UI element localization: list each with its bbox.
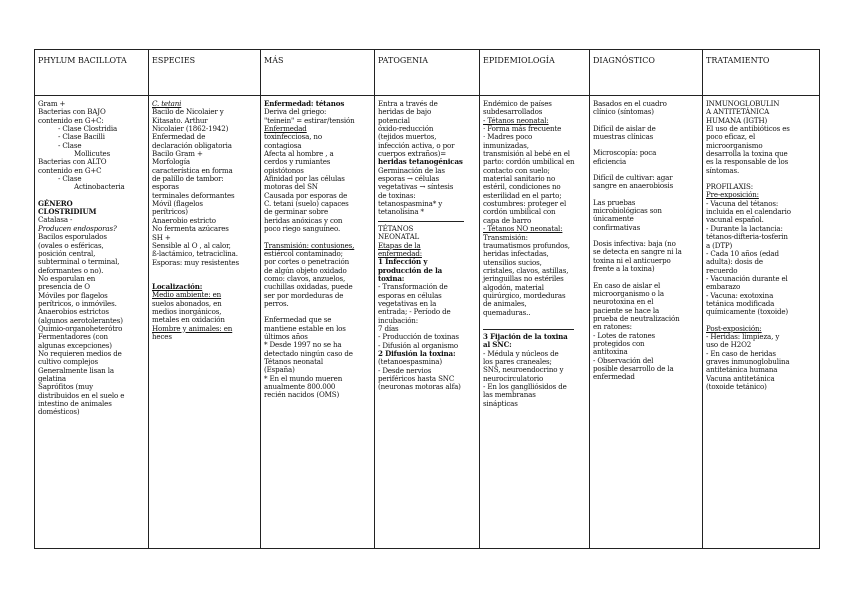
text-line: Las pruebas [593, 197, 636, 207]
text-line: (tejidos muertos, [378, 132, 437, 142]
text-line: Bacterias con ALTO [38, 157, 107, 167]
text-line: * En el mundo mueren [264, 373, 343, 383]
text-line: ser por mordeduras de [264, 290, 344, 300]
text-line: Medio ambiente: en [152, 290, 222, 300]
text-line: prueba de neutralización [593, 313, 680, 323]
text-line: incluida en el calendario [706, 207, 791, 217]
header-phylum: PHYLUM BACILLOTA [35, 50, 149, 96]
text-line: eficiencia [593, 156, 627, 166]
text-line: · Madres poco [483, 132, 533, 142]
text-line: Localización: [152, 281, 203, 291]
text-line: - Médula y núcleos de [483, 348, 559, 358]
text-line: estiércol contaminado; [264, 248, 343, 258]
text-line: cerdos y rumiantes [264, 157, 331, 167]
text-line: Transmisión: contusiones, [264, 240, 355, 250]
text-line: 1 Infección y [378, 257, 428, 267]
text-line: Endémico de países [483, 99, 552, 108]
text-line: únicamente [593, 214, 634, 224]
text-line [378, 221, 464, 222]
text-line: (tetanoespasmina) [378, 357, 442, 367]
text-line: suelos abonados, en [152, 298, 222, 308]
text-line: las membranas [483, 390, 536, 400]
text-line: antitetánica humana [706, 365, 778, 375]
text-line: Quimio-organoheterótro [38, 323, 123, 333]
text-line: - Clase [58, 174, 82, 184]
text-line: PROFILAXIS: [706, 182, 753, 192]
text-line: A ANTITETÁNICA [706, 107, 770, 117]
text-line: Mollicutes [74, 149, 111, 159]
text-line: traumatismos profundos, [483, 240, 570, 250]
text-line: Enfermedad [264, 124, 307, 134]
text-line: INMUNOGLOBULIN [706, 99, 780, 108]
text-line: detectado ningún caso de [264, 348, 353, 358]
text-line: Post-exposición: [706, 323, 762, 333]
text-line: No requieren medios de [38, 348, 122, 358]
text-line: cristales, clavos, astillas, [483, 265, 569, 275]
text-line: posible desarrollo de la [593, 363, 674, 373]
text-line: en ratones: [593, 322, 632, 332]
text-line: C. tetani [152, 99, 182, 108]
text-line: Etapas de la [378, 240, 421, 250]
text-line: No fermenta azúcares [152, 224, 229, 234]
text-line: perros. [264, 298, 289, 308]
content-row [35, 96, 820, 549]
text-line: heridas de bajo [378, 107, 432, 117]
text-line: sangre en anaerobiosis [593, 181, 674, 191]
text-line: · Forma más frecuente [483, 124, 562, 134]
text-line: GÉNERO [38, 198, 73, 208]
text-line: tetanolisina * [378, 207, 424, 217]
text-line: graves inmunoglobulina [706, 356, 790, 366]
text-line: contenido en G+C [38, 165, 102, 175]
text-line: microorganismo o la [593, 288, 664, 298]
text-line: Saprófitos (muy [38, 382, 94, 392]
text-line: contenido en G+C: [38, 115, 104, 125]
text-line: cuerpos extraños)= [378, 149, 446, 159]
text-line: - Vacuna del tétanos: [706, 198, 779, 208]
text-line: heces [152, 331, 172, 341]
text-line: incubación: [378, 315, 418, 325]
text-line [483, 317, 586, 325]
text-line: uso de H2O2 [706, 340, 752, 350]
text-line: anualmente 800.000 [264, 382, 336, 391]
text-line: "teinein" = estirar/tensión [264, 115, 355, 125]
text-line: - Clase [58, 140, 82, 150]
text-line: se detecta en sangre ni la [593, 247, 682, 257]
cell-mas [261, 96, 375, 549]
text-line: * Desde 1997 no se ha [264, 340, 342, 350]
text-line: TÉTANOS [378, 223, 414, 233]
text-line: - Heridas: limpieza, y [706, 331, 780, 341]
text-line: transmisión al bebé en el [483, 149, 570, 159]
text-line: - En los ganglliósidos de [483, 382, 567, 391]
text-line: estéril, condiciones no [483, 182, 561, 192]
text-line: - Durante la lactancia: [706, 223, 783, 233]
text-line: Sensible al O , al calor, [152, 240, 231, 250]
text-line: Basados en el cuadro [593, 99, 667, 108]
text-line: tetanospasmina* y [378, 199, 443, 209]
text-line: gelatina [38, 374, 66, 383]
text-line: Gram + [38, 99, 66, 108]
text-line: El uso de antibióticos es [706, 124, 790, 134]
text-line: producción de la [378, 265, 443, 275]
text-line: Afecta al hombre , a [264, 149, 334, 159]
text-line: quirúrgico, mordeduras [483, 290, 566, 300]
cell-tratamiento [703, 96, 820, 549]
text-line: Esporas: muy resistentes [152, 257, 239, 267]
text-line: Pre-exposición: [706, 190, 759, 200]
text-line: - Vacuna: exotoxina [706, 290, 774, 300]
text-line: subterminal o terminal, [38, 257, 120, 267]
text-line: - Cada 10 años (edad [706, 248, 779, 258]
text-line: entrada; - Período de [378, 307, 451, 317]
text-line: deformantes o no). [38, 265, 104, 275]
text-line: HUMANA (IGTH) [706, 115, 768, 125]
text-line: neurocirculatorio [483, 373, 544, 383]
text-line: Afinidad por las células [264, 174, 345, 184]
text-line: Difícil de cultivar: agar [593, 173, 673, 183]
text-line: como: clavos, anzuelos, [264, 273, 346, 283]
text-line: jeringuillas no estériles [483, 274, 564, 284]
text-line: embarazo [706, 282, 741, 292]
text-line: Móvil (flagelos [152, 199, 203, 209]
text-line: medios inorgánicos, [152, 306, 222, 316]
text-line: C. tetani (suelo) capaces [264, 199, 349, 209]
text-line: Deriva del griego: [264, 107, 327, 117]
text-line: (España) [264, 365, 295, 375]
text-line: - Tétanos neonatal: [483, 115, 549, 125]
text-line: frente a la toxina) [593, 264, 655, 274]
text-line: Nicolaier (1862-1942) [152, 124, 229, 134]
text-line: desarrolla la toxina que [706, 149, 788, 159]
text-line: posición central, [38, 248, 96, 258]
text-line: declaración obligatoria [152, 140, 232, 150]
text-line: es la responsable de los [706, 157, 789, 167]
header-mas: MÁS [261, 50, 375, 96]
text-line: muestras clínicas [593, 132, 654, 142]
text-line: característica en forma [152, 165, 233, 175]
text-line: - Transformación de [378, 282, 448, 292]
text-line: Difícil de aislar de [593, 123, 656, 133]
text-line: - Lotes de ratones [593, 330, 656, 340]
text-line: Bacilo Gram + [152, 149, 203, 159]
text-line: Morfología [152, 157, 190, 167]
text-line: Actinobacteria [74, 182, 125, 192]
text-line: (ovales o esféricas, [38, 240, 104, 250]
text-line: (algunos aerotolerantes) [38, 315, 123, 325]
text-line: No esporulan en [38, 273, 96, 283]
text-line: algunas excepciones) [38, 340, 112, 350]
text-line: vegetativas en la [378, 298, 437, 308]
text-line: sinápticas [483, 398, 518, 408]
text-line: potencial [378, 115, 410, 125]
text-line: - Vacunación durante el [706, 273, 788, 283]
text-line: terminales deformantes [152, 190, 235, 200]
text-line: subdesarrollados [483, 107, 543, 117]
text-line: toxina: [378, 273, 405, 283]
text-line: infección activa, o por [378, 140, 455, 150]
text-line: vacunal español. [706, 215, 764, 225]
text-line: intestino de animales [38, 399, 112, 409]
text-line: SNS, neuroendocrino y [483, 365, 564, 375]
text-line: Entra a través de [378, 99, 438, 108]
header-diagnostico: DIAGNÓSTICO [590, 50, 703, 96]
text-line: domésticos) [38, 407, 80, 417]
text-line: Catalasa - [38, 215, 73, 225]
text-line: SH + [152, 232, 171, 242]
microbiology-summary-table [34, 49, 820, 549]
text-line: presencia de O [38, 282, 90, 292]
text-line: tétanos-difteria-tosferin [706, 232, 788, 242]
text-line: parto: cordón umbilical en [483, 157, 575, 167]
text-line: Enfermedad que se [264, 315, 332, 325]
text-line: - En caso de heridas [706, 348, 776, 358]
text-line: los pares craneales; [483, 356, 552, 366]
text-line: de palillo de tambor: [152, 174, 224, 184]
text-line: - Difusión al organismo [378, 340, 459, 350]
header-epidemiologia: EPIDEMIOLOGÍA [480, 50, 590, 96]
cell-patogenia [375, 96, 480, 549]
text-line: adulta): dosis de [706, 257, 763, 267]
text-line: cultivo complejos [38, 357, 99, 367]
text-line: - Tétanos NO neonatal: [483, 224, 563, 234]
text-line: heridas tetanogénicas [378, 157, 463, 167]
text-line: Enfermedad de [152, 132, 206, 142]
cell-especies [149, 96, 261, 549]
text-line: motoras del SN [264, 182, 318, 192]
text-line: - Producción de toxinas [378, 332, 459, 342]
header-tratamiento: TRATAMIENTO [703, 50, 820, 96]
text-line: Bacterias con BAJO [38, 107, 106, 117]
text-line: costumbres: proteger el [483, 199, 567, 209]
text-line: Bacilos esporulados [38, 232, 107, 242]
text-line: tetánica modificada [706, 298, 775, 308]
text-line: esporas [152, 182, 179, 192]
header-especies: ESPECIES [149, 50, 261, 96]
text-line: clínico (síntomas) [593, 107, 654, 117]
text-line: perítricos) [152, 207, 188, 217]
text-line: ß-lactámico, tetraciclina. [152, 249, 238, 259]
text-line: - Desde nervios [378, 365, 432, 375]
text-line: quemaduras.. [483, 307, 531, 317]
text-line: recién nacidos (OMS) [264, 390, 340, 400]
text-line: esporas → células [378, 174, 439, 184]
text-line: perítricos, o inmóviles. [38, 298, 117, 308]
text-line: Microscopía: poca [593, 148, 657, 158]
cell-phylum [35, 96, 149, 549]
text-line: confirmativas [593, 222, 641, 232]
text-line: 2 Difusión la toxina: [378, 348, 456, 358]
text-line: protegidos con [593, 338, 645, 348]
text-line: neurotoxina en el [593, 297, 654, 307]
header-row [35, 50, 820, 96]
text-line: microbiológicas son [593, 206, 662, 216]
text-line: síntomas. [706, 165, 740, 175]
header-patogenia: PATOGENIA [375, 50, 480, 96]
text-line: esterilidad en el parto; [483, 190, 562, 200]
text-line: periféricos hasta SNC [378, 374, 455, 383]
text-line: químicamente (toxoide) [706, 307, 789, 317]
text-line: Anaerobio estricto [152, 215, 216, 225]
text-line: Dosis infectiva: baja (no [593, 239, 676, 249]
text-line: de algún objeto oxidado [264, 265, 347, 275]
text-line: Germinación de las [378, 165, 445, 175]
text-line: toxinfecciosa, no [264, 132, 322, 142]
text-line: heridas anóxicas y con [264, 215, 343, 225]
cell-diagnostico [590, 96, 703, 549]
text-line: al SNC: [483, 340, 512, 350]
text-line: de toxinas: [378, 190, 416, 200]
text-line: poco riego sanguíneo. [264, 224, 341, 234]
text-line: algodón, material [483, 282, 544, 292]
text-line: cordón umbilical con [483, 207, 556, 217]
text-line: Móviles por flagelos [38, 290, 108, 300]
text-line: metales en oxidación [152, 315, 225, 325]
text-line: utensilios sucios, [483, 257, 542, 267]
text-line: contagiosa [264, 140, 302, 150]
text-line [152, 267, 257, 275]
text-line: esporas en células [378, 290, 442, 300]
text-line: recuerdo [706, 265, 738, 275]
text-line: Bacilo de Nicolaier y [152, 107, 224, 117]
text-line: enfermedad [593, 372, 635, 382]
text-line: Vacuna antitetánica [706, 373, 775, 383]
text-line: (toxoide tetánico) [706, 382, 767, 391]
text-line: Tétanos neonatal [264, 356, 323, 366]
text-line: Fermentadores (con [38, 332, 108, 342]
text-line: - Clase Clostridia [58, 124, 118, 134]
text-line: CLOSTRIDIUM [38, 207, 97, 217]
text-line: toxina ni el anticuerpo [593, 255, 671, 265]
text-line: Causada por esporas de [264, 190, 348, 200]
text-line: Kitasato. Arthur [152, 115, 208, 125]
text-line: mantiene estable en los [264, 323, 346, 333]
text-line: paciente se hace la [593, 305, 660, 315]
text-line: (neuronas motoras alfa) [378, 382, 461, 392]
text-line: Hombre y animales: en [152, 323, 233, 333]
text-line: inmunizadas, [483, 140, 529, 150]
text-line: material sanitario no [483, 174, 556, 184]
text-line: Producen endosporas? [38, 223, 117, 233]
text-line: Enfermedad: tétanos [264, 99, 345, 108]
text-line: Generalmente lisan la [38, 365, 114, 375]
text-line: - Clase Bacilli [58, 132, 105, 142]
text-line: - Observación del [593, 355, 654, 365]
text-line: cuchillas oxidadas, puede [264, 282, 353, 292]
text-line: capa de barro [483, 215, 532, 225]
text-line [483, 329, 574, 330]
text-line: 3 Fijación de la toxina [483, 331, 568, 341]
cell-epidemiologia [480, 96, 590, 549]
text-line: vegetativas → síntesis [378, 182, 454, 192]
text-line: opistótonos [264, 165, 304, 175]
text-line: antitoxina [593, 347, 628, 357]
text-line: de germinar sobre [264, 207, 329, 217]
text-line: últimos años [264, 331, 308, 341]
text-line: microorganismo [706, 140, 763, 150]
text-line: por cortes o penetración [264, 257, 350, 267]
text-line: En caso de aislar el [593, 280, 661, 290]
text-line: de animales, [483, 299, 527, 309]
text-line: NEONATAL [378, 232, 420, 242]
text-line: Anaerobios estrictos [38, 307, 109, 317]
text-line: enfermedad: [378, 248, 422, 258]
text-line: distribuidos en el suelo e [38, 390, 125, 400]
text-line: Transmisión: [483, 232, 528, 242]
text-line: contacto con suelo; [483, 165, 550, 175]
text-line: poco eficaz, el [706, 132, 756, 142]
text-line: heridas infectadas, [483, 249, 549, 259]
text-line: a (DTP) [706, 240, 733, 250]
text-line: óxido-reducción [378, 124, 434, 134]
text-line: 7 días [378, 323, 399, 333]
